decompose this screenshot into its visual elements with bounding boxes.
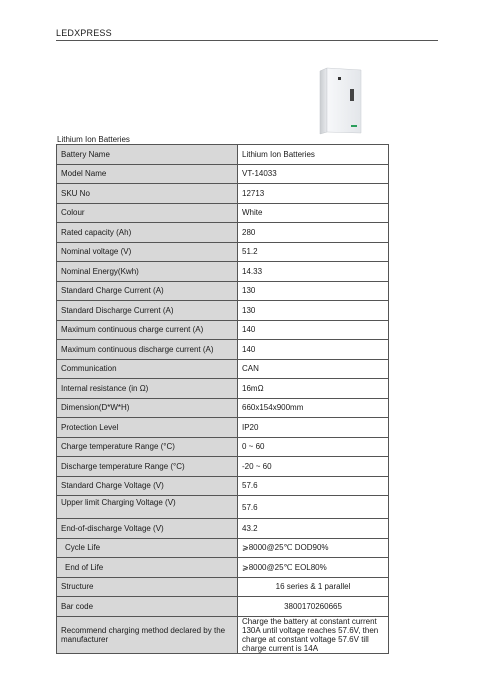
table-row bbox=[57, 320, 389, 340]
spec-label: Discharge temperature Range (°C) bbox=[57, 457, 238, 477]
spec-label: End of Life bbox=[57, 558, 238, 578]
spec-label: Internal resistance (in Ω) bbox=[57, 379, 238, 399]
spec-label: Standard Discharge Current (A) bbox=[57, 301, 238, 321]
spec-label: End-of-discharge Voltage (V) bbox=[57, 519, 238, 539]
spec-value: 660x154x900mm bbox=[238, 398, 389, 418]
table-row bbox=[57, 262, 389, 282]
spec-value: 16 series & 1 parallel bbox=[238, 577, 389, 597]
spec-label: Rated capacity (Ah) bbox=[57, 223, 238, 243]
spec-label: Standard Charge Voltage (V) bbox=[57, 476, 238, 496]
table-row bbox=[57, 437, 389, 457]
spec-label: Standard Charge Current (A) bbox=[57, 281, 238, 301]
table-row bbox=[57, 184, 389, 204]
table-row bbox=[57, 164, 389, 184]
table-row bbox=[57, 519, 389, 539]
spec-label: Maximum continuous charge current (A) bbox=[57, 320, 238, 340]
table-row bbox=[57, 242, 389, 262]
spec-value: 51.2 bbox=[238, 242, 389, 262]
spec-label: Nominal Energy(Kwh) bbox=[57, 262, 238, 282]
spec-label: Dimension(D*W*H) bbox=[57, 398, 238, 418]
table-row bbox=[57, 281, 389, 301]
spec-value: VT-14033 bbox=[238, 164, 389, 184]
table-row bbox=[57, 379, 389, 399]
table-row bbox=[57, 203, 389, 223]
table-row bbox=[57, 538, 389, 558]
spec-value: 57.6 bbox=[238, 496, 389, 519]
spec-value: 280 bbox=[238, 223, 389, 243]
spec-label: Nominal voltage (V) bbox=[57, 242, 238, 262]
spec-value: Lithium Ion Batteries bbox=[238, 145, 389, 165]
spec-value: -20 ~ 60 bbox=[238, 457, 389, 477]
table-row bbox=[57, 577, 389, 597]
spec-label: SKU No bbox=[57, 184, 238, 204]
spec-value: 12713 bbox=[238, 184, 389, 204]
spec-value: ⩾8000@25℃ DOD90% bbox=[238, 538, 389, 558]
spec-table bbox=[56, 144, 389, 654]
table-row bbox=[57, 457, 389, 477]
spec-label: Upper limit Charging Voltage (V) bbox=[57, 496, 238, 519]
table-row bbox=[57, 340, 389, 360]
spec-value: ⩾8000@25℃ EOL80% bbox=[238, 558, 389, 578]
spec-label: Model Name bbox=[57, 164, 238, 184]
table-row bbox=[57, 496, 389, 519]
table-row bbox=[57, 558, 389, 578]
table-row bbox=[57, 476, 389, 496]
table-caption: Lithium Ion Batteries bbox=[57, 135, 130, 144]
spec-label: Colour bbox=[57, 203, 238, 223]
spec-value: 130 bbox=[238, 301, 389, 321]
spec-value: 140 bbox=[238, 340, 389, 360]
spec-value: 43.2 bbox=[238, 519, 389, 539]
spec-value: CAN bbox=[238, 359, 389, 379]
spec-value: 140 bbox=[238, 320, 389, 340]
spec-value: 3800170260665 bbox=[238, 597, 389, 617]
header-rule bbox=[56, 40, 438, 41]
spec-value: 14.33 bbox=[238, 262, 389, 282]
spec-label: Battery Name bbox=[57, 145, 238, 165]
spec-label: Communication bbox=[57, 359, 238, 379]
spec-value: White bbox=[238, 203, 389, 223]
table-row bbox=[57, 597, 389, 617]
battery-product-image bbox=[317, 67, 363, 135]
header-brand: LEDXPRESS bbox=[56, 28, 112, 38]
spec-value: 0 ~ 60 bbox=[238, 437, 389, 457]
spec-label: Recommend charging method declared by the manufacturer bbox=[57, 616, 238, 653]
spec-value: Charge the battery at constant current 130A until voltage reaches 57.6V, then charge at constant voltage 57.6V till charge current is 14A bbox=[238, 616, 389, 653]
spec-label: Cycle Life bbox=[57, 538, 238, 558]
spec-value: 130 bbox=[238, 281, 389, 301]
spec-label: Maximum continuous discharge current (A) bbox=[57, 340, 238, 360]
table-row bbox=[57, 398, 389, 418]
table-row bbox=[57, 418, 389, 438]
table-row bbox=[57, 223, 389, 243]
table-row bbox=[57, 359, 389, 379]
spec-label: Protection Level bbox=[57, 418, 238, 438]
table-row bbox=[57, 301, 389, 321]
spec-value: IP20 bbox=[238, 418, 389, 438]
spec-label: Charge temperature Range (°C) bbox=[57, 437, 238, 457]
table-row bbox=[57, 145, 389, 165]
table-row bbox=[57, 616, 389, 653]
spec-value: 57.6 bbox=[238, 476, 389, 496]
spec-label: Structure bbox=[57, 577, 238, 597]
spec-value: 16mΩ bbox=[238, 379, 389, 399]
spec-label: Bar code bbox=[57, 597, 238, 617]
